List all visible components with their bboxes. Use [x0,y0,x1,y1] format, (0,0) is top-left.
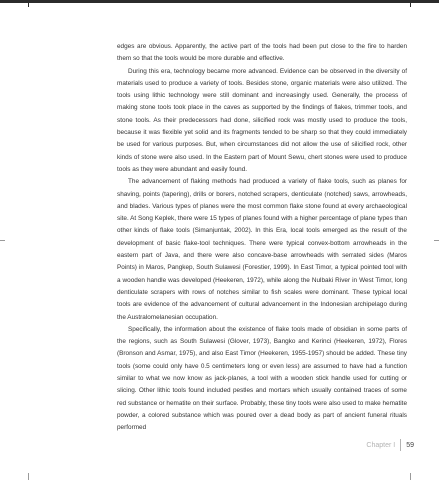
body-text [117,41,407,435]
top-border-line [0,0,439,3]
top-crop-tick-left [28,3,29,7]
paragraph: Specifically, the information about the existence of flake tools made of obsidian in some parts of the regions, such as South Sulawesi (Glover, 1973), Bangko and Kerinci (Heekeren, 1972), Flores (Bronson and Asmar, 1975), and also East Timor (Heekeren, 1955-1957) should be added. These tiny tools (some could only have 0.5 centimeters long or even less) are assumed to have had a function similar to what we now know as jack-planes, a tool with a wooden stick handle used for cutting or slicing. Other lithic tools found included pestles and mortars which usually contained traces of some red substance or hematite on their surface. Probably, these tiny tools were also used to make hematite powder, a colored substance which was poured over a dead body as part of ancient funeral rituals performed [117,325,407,432]
page-footer [366,439,414,451]
paragraph: During this era, technology became more advanced. Evidence can be observed in the diversity of materials used to produce a variety of tools. Besides stone, organic materials were also utilized. The tools using lithic technology were still dominant and increasingly used. Generally, the process of making stone tools took place in the caves as supported by the findings of flakes, trimmer tools, and stone tools. As their predecessors had done, silicified rock was mostly used to produce the tools, because it was flexible yet solid and its fragments tended to be sharp so that they could immediately be used for various purposes. But, when circumstances did not allow the use of silicified rock, other kinds of stone were also used. In the Eastern part of Mount Sewu, chert stones were used to produce tools as they were abundant and easily found. [117,67,407,173]
chapter-label: Chapter I [366,441,396,449]
bottom-crop-mark-left [28,473,29,480]
top-crop-tick-right [410,3,411,7]
paragraph: edges are obvious. Apparently, the active part of the tools had been put close to the fire to harden them so that the tools would be more durable and effective. [117,43,407,63]
paragraph: The advancement of flaking methods had produced a variety of flake tools, such as planes for shaving, points (tapering), drills or borers, notched scrapers, denticulate (notched) saws, arrowheads, and blades. Various types of planes were the most common flake stone found at every archaeological site. At Song Keplek, there were 15 types of planes found with a higher percentage of plane types than other kinds of flake tools (Simanjuntak, 2002). In this Era, local tools emerged as the result of the development of basic flake-tool techniques. There were typical convex-bottom arrowheads in the eastern part of Java, and there were also concave-base arrowheads with serrated sides (Maros Points) in Maros, Pangkep, South Sulawesi (Forestier, 1999). In East Timor, a typical pointed tool with a wooden handle was developed (Heekeren, 1972), while along the Nulbaki River in West Timor, long denticulate scrapers with rows of notches similar to fish scales were dominant. These typical local tools are evidence of the advancement of cultural advancement in the Indonesian archipelago during the Australomelanesian occupation. [117,178,407,321]
page-number: 59 [406,441,414,449]
side-crop-mark-right [434,240,439,241]
bottom-crop-mark-right [410,473,411,480]
footer-divider [400,439,401,451]
side-crop-mark-left [0,240,5,241]
